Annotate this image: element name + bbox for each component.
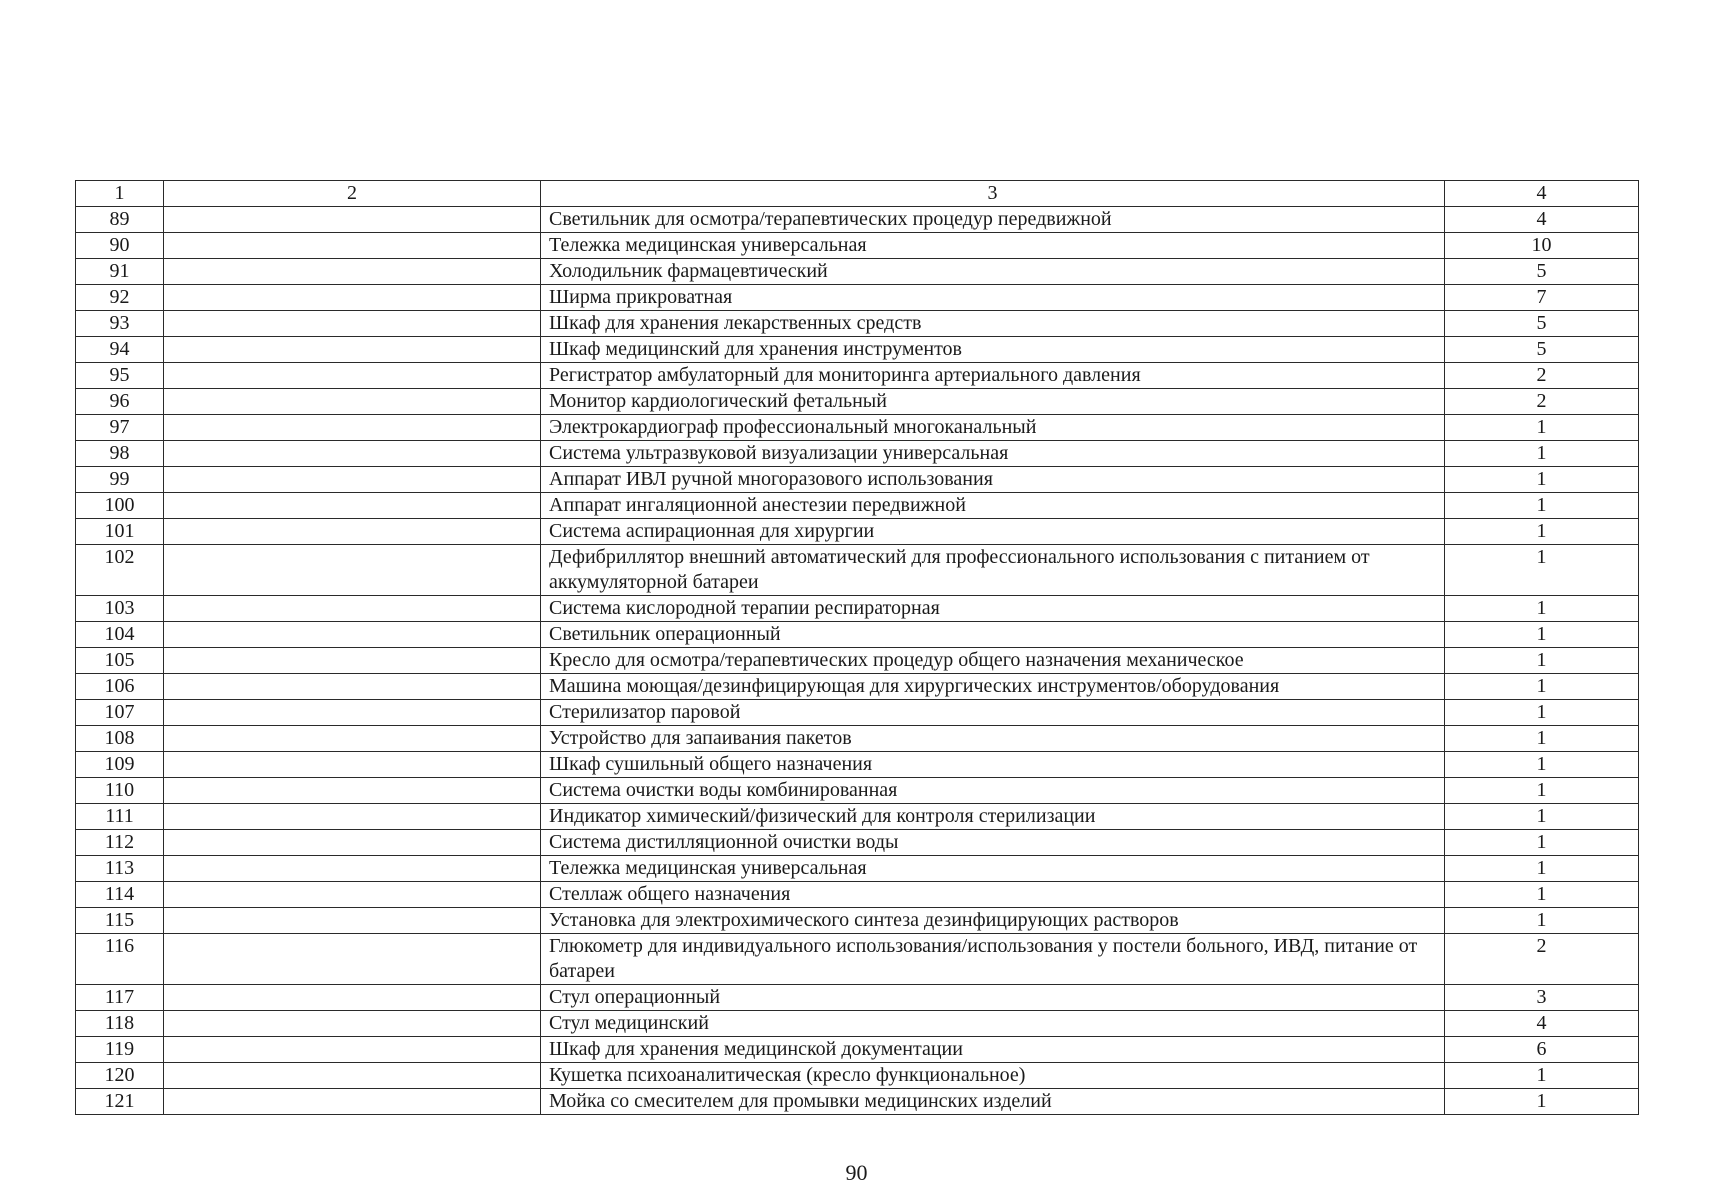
column-header-4: 4 — [1445, 181, 1639, 207]
quantity-cell: 2 — [1445, 363, 1639, 389]
section-cell — [164, 804, 541, 830]
quantity-cell: 5 — [1445, 259, 1639, 285]
table-row — [76, 648, 1639, 674]
section-cell — [164, 311, 541, 337]
equipment-name-cell: Аппарат ИВЛ ручной многоразового использования — [541, 467, 1445, 493]
quantity-cell: 1 — [1445, 596, 1639, 622]
row-number-cell: 94 — [76, 337, 164, 363]
equipment-name-cell: Система кислородной терапии респираторная — [541, 596, 1445, 622]
row-number-cell: 90 — [76, 233, 164, 259]
equipment-name-cell: Кресло для осмотра/терапевтических процедур общего назначения механическое — [541, 648, 1445, 674]
section-cell — [164, 674, 541, 700]
equipment-name-cell: Машина моющая/дезинфицирующая для хирургических инструментов/оборудования — [541, 674, 1445, 700]
table-row — [76, 337, 1639, 363]
row-number-cell: 99 — [76, 467, 164, 493]
quantity-cell: 3 — [1445, 985, 1639, 1011]
section-cell — [164, 363, 541, 389]
row-number-cell: 116 — [76, 934, 164, 985]
row-number-cell: 101 — [76, 519, 164, 545]
equipment-name-cell: Кушетка психоаналитическая (кресло функциональное) — [541, 1063, 1445, 1089]
section-cell — [164, 882, 541, 908]
quantity-cell: 1 — [1445, 545, 1639, 596]
quantity-cell: 1 — [1445, 830, 1639, 856]
section-cell — [164, 519, 541, 545]
table-row — [76, 259, 1639, 285]
section-cell — [164, 259, 541, 285]
equipment-name-cell: Устройство для запаивания пакетов — [541, 726, 1445, 752]
quantity-cell: 1 — [1445, 778, 1639, 804]
table-row — [76, 467, 1639, 493]
equipment-name-cell: Глюкометр для индивидуального использования/использования у постели больного, ИВД, питание от батареи — [541, 934, 1445, 985]
table-row — [76, 389, 1639, 415]
quantity-cell: 7 — [1445, 285, 1639, 311]
row-number-cell: 91 — [76, 259, 164, 285]
section-cell — [164, 985, 541, 1011]
section-cell — [164, 493, 541, 519]
equipment-name-cell: Шкаф для хранения медицинской документации — [541, 1037, 1445, 1063]
table-row — [76, 363, 1639, 389]
section-cell — [164, 856, 541, 882]
row-number-cell: 110 — [76, 778, 164, 804]
table-row — [76, 804, 1639, 830]
equipment-name-cell: Стул операционный — [541, 985, 1445, 1011]
section-cell — [164, 908, 541, 934]
equipment-name-cell: Система дистилляционной очистки воды — [541, 830, 1445, 856]
section-cell — [164, 726, 541, 752]
row-number-cell: 92 — [76, 285, 164, 311]
table-body — [76, 207, 1639, 1115]
table-row — [76, 1037, 1639, 1063]
table-row — [76, 493, 1639, 519]
row-number-cell: 120 — [76, 1063, 164, 1089]
quantity-cell: 6 — [1445, 1037, 1639, 1063]
row-number-cell: 104 — [76, 622, 164, 648]
row-number-cell: 121 — [76, 1089, 164, 1115]
equipment-name-cell: Регистратор амбулаторный для мониторинга артериального давления — [541, 363, 1445, 389]
row-number-cell: 109 — [76, 752, 164, 778]
equipment-name-cell: Стерилизатор паровой — [541, 700, 1445, 726]
row-number-cell: 108 — [76, 726, 164, 752]
row-number-cell: 102 — [76, 545, 164, 596]
equipment-name-cell: Установка для электрохимического синтеза дезинфицирующих растворов — [541, 908, 1445, 934]
row-number-cell: 107 — [76, 700, 164, 726]
quantity-cell: 1 — [1445, 415, 1639, 441]
row-number-cell: 89 — [76, 207, 164, 233]
table-row — [76, 778, 1639, 804]
section-cell — [164, 337, 541, 363]
equipment-name-cell: Шкаф для хранения лекарственных средств — [541, 311, 1445, 337]
equipment-name-cell: Электрокардиограф профессиональный многоканальный — [541, 415, 1445, 441]
table-row — [76, 1089, 1639, 1115]
quantity-cell: 2 — [1445, 389, 1639, 415]
row-number-cell: 96 — [76, 389, 164, 415]
quantity-cell: 1 — [1445, 519, 1639, 545]
equipment-name-cell: Индикатор химический/физический для контроля стерилизации — [541, 804, 1445, 830]
table-row — [76, 519, 1639, 545]
section-cell — [164, 285, 541, 311]
section-cell — [164, 752, 541, 778]
quantity-cell: 1 — [1445, 1063, 1639, 1089]
section-cell — [164, 622, 541, 648]
quantity-cell: 1 — [1445, 467, 1639, 493]
equipment-name-cell: Аппарат ингаляционной анестезии передвижной — [541, 493, 1445, 519]
table-row — [76, 882, 1639, 908]
equipment-name-cell: Дефибриллятор внешний автоматический для профессионального использования с питанием от аккумуляторной батареи — [541, 545, 1445, 596]
quantity-cell: 1 — [1445, 493, 1639, 519]
section-cell — [164, 1063, 541, 1089]
equipment-name-cell: Система очистки воды комбинированная — [541, 778, 1445, 804]
table-row — [76, 207, 1639, 233]
quantity-cell: 1 — [1445, 752, 1639, 778]
table-row — [76, 441, 1639, 467]
row-number-cell: 105 — [76, 648, 164, 674]
equipment-name-cell: Монитор кардиологический фетальный — [541, 389, 1445, 415]
section-cell — [164, 441, 541, 467]
table-row — [76, 674, 1639, 700]
section-cell — [164, 545, 541, 596]
row-number-cell: 93 — [76, 311, 164, 337]
table-row — [76, 233, 1639, 259]
quantity-cell: 1 — [1445, 622, 1639, 648]
table-row — [76, 700, 1639, 726]
table-row — [76, 985, 1639, 1011]
equipment-name-cell: Шкаф сушильный общего назначения — [541, 752, 1445, 778]
section-cell — [164, 467, 541, 493]
equipment-name-cell: Тележка медицинская универсальная — [541, 233, 1445, 259]
section-cell — [164, 1037, 541, 1063]
quantity-cell: 1 — [1445, 441, 1639, 467]
quantity-cell: 1 — [1445, 648, 1639, 674]
table-row — [76, 934, 1639, 985]
row-number-cell: 118 — [76, 1011, 164, 1037]
quantity-cell: 4 — [1445, 207, 1639, 233]
row-number-cell: 106 — [76, 674, 164, 700]
column-header-3: 3 — [541, 181, 1445, 207]
table-row — [76, 285, 1639, 311]
table-row — [76, 1063, 1639, 1089]
row-number-cell: 112 — [76, 830, 164, 856]
row-number-cell: 97 — [76, 415, 164, 441]
equipment-name-cell: Светильник операционный — [541, 622, 1445, 648]
quantity-cell: 1 — [1445, 804, 1639, 830]
quantity-cell: 2 — [1445, 934, 1639, 985]
quantity-cell: 5 — [1445, 337, 1639, 363]
equipment-name-cell: Стул медицинский — [541, 1011, 1445, 1037]
section-cell — [164, 700, 541, 726]
table-row — [76, 545, 1639, 596]
page-number: 90 — [845, 1160, 868, 1185]
quantity-cell: 1 — [1445, 856, 1639, 882]
section-cell — [164, 1089, 541, 1115]
quantity-cell: 10 — [1445, 233, 1639, 259]
table-header-row — [76, 181, 1639, 207]
row-number-cell: 113 — [76, 856, 164, 882]
column-header-1: 1 — [76, 181, 164, 207]
table-row — [76, 415, 1639, 441]
quantity-cell: 1 — [1445, 1089, 1639, 1115]
section-cell — [164, 830, 541, 856]
equipment-name-cell: Шкаф медицинский для хранения инструментов — [541, 337, 1445, 363]
table-row — [76, 752, 1639, 778]
row-number-cell: 114 — [76, 882, 164, 908]
column-header-2: 2 — [164, 181, 541, 207]
table-row — [76, 856, 1639, 882]
section-cell — [164, 934, 541, 985]
equipment-name-cell: Ширма прикроватная — [541, 285, 1445, 311]
section-cell — [164, 415, 541, 441]
table-row — [76, 311, 1639, 337]
section-cell — [164, 778, 541, 804]
section-cell — [164, 233, 541, 259]
quantity-cell: 1 — [1445, 882, 1639, 908]
row-number-cell: 100 — [76, 493, 164, 519]
row-number-cell: 111 — [76, 804, 164, 830]
equipment-name-cell: Система аспирационная для хирургии — [541, 519, 1445, 545]
table-row — [76, 622, 1639, 648]
row-number-cell: 98 — [76, 441, 164, 467]
table-row — [76, 908, 1639, 934]
quantity-cell: 1 — [1445, 908, 1639, 934]
equipment-name-cell: Мойка со смесителем для промывки медицинских изделий — [541, 1089, 1445, 1115]
equipment-name-cell: Тележка медицинская универсальная — [541, 856, 1445, 882]
row-number-cell: 119 — [76, 1037, 164, 1063]
quantity-cell: 1 — [1445, 726, 1639, 752]
row-number-cell: 95 — [76, 363, 164, 389]
equipment-name-cell: Стеллаж общего назначения — [541, 882, 1445, 908]
row-number-cell: 115 — [76, 908, 164, 934]
quantity-cell: 5 — [1445, 311, 1639, 337]
row-number-cell: 117 — [76, 985, 164, 1011]
table-row — [76, 1011, 1639, 1037]
equipment-name-cell: Система ультразвуковой визуализации универсальная — [541, 441, 1445, 467]
section-cell — [164, 648, 541, 674]
row-number-cell: 103 — [76, 596, 164, 622]
table-row — [76, 596, 1639, 622]
section-cell — [164, 389, 541, 415]
table-row — [76, 726, 1639, 752]
section-cell — [164, 1011, 541, 1037]
section-cell — [164, 207, 541, 233]
section-cell — [164, 596, 541, 622]
equipment-table — [75, 180, 1639, 1115]
quantity-cell: 1 — [1445, 674, 1639, 700]
equipment-name-cell: Холодильник фармацевтический — [541, 259, 1445, 285]
equipment-name-cell: Светильник для осмотра/терапевтических процедур передвижной — [541, 207, 1445, 233]
quantity-cell: 1 — [1445, 700, 1639, 726]
quantity-cell: 4 — [1445, 1011, 1639, 1037]
table-row — [76, 830, 1639, 856]
